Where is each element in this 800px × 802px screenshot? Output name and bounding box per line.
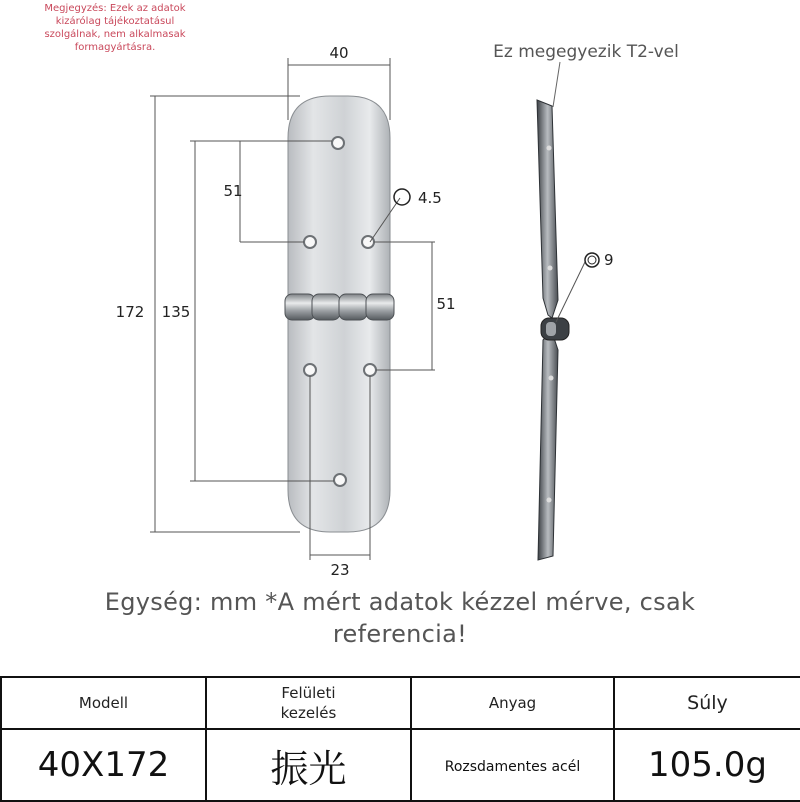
dim-hole-spacing-bottom: 23 xyxy=(330,561,350,579)
spec-value-row xyxy=(1,729,800,801)
header-surface: Felületi kezelés xyxy=(206,677,411,729)
header-weight: Súly xyxy=(614,677,800,729)
unit-note-line2: referencia! xyxy=(332,620,468,648)
value-material: Rozsdamentes acél xyxy=(411,729,614,801)
pin-diameter-symbol xyxy=(585,253,599,267)
spec-header-row xyxy=(1,677,800,729)
value-surface: 振光 xyxy=(206,729,411,801)
hole-upper-right xyxy=(362,236,374,248)
header-material: Anyag xyxy=(411,677,614,729)
hinge-knuckle xyxy=(285,294,394,320)
disclaimer-note: Megjegyzés: Ezek az adatok kizárólag tájékoztatásul szolgálnak, nem alkalmasak formagyártásra. xyxy=(44,3,186,53)
dim-hole-diameter: 4.5 xyxy=(418,189,442,207)
spec-table xyxy=(0,676,800,802)
value-weight: 105.0g xyxy=(614,729,800,801)
hole-top xyxy=(332,137,344,149)
dim-pin-diameter: 9 xyxy=(604,251,614,269)
dim-hole-spacing-top: 51 xyxy=(223,182,243,200)
header-model: Modell xyxy=(1,677,206,729)
hole-lower-right xyxy=(364,364,376,376)
side-view-note: Ez megegyezik T2-vel xyxy=(493,42,679,62)
hinge-side-view xyxy=(537,100,569,560)
hole-upper-left xyxy=(304,236,316,248)
value-model: 40X172 xyxy=(1,729,206,801)
dim-hole-spacing-right: 51 xyxy=(436,295,456,313)
unit-note-line1: Egység: mm *A mért adatok kézzel mérve, csak xyxy=(104,588,696,616)
dim-width-top: 40 xyxy=(329,44,349,62)
hole-lower-left xyxy=(304,364,316,376)
hole-bottom xyxy=(334,474,346,486)
hole-diameter-symbol xyxy=(394,189,410,205)
dim-hole-span: 135 xyxy=(161,303,191,321)
dim-total-length: 172 xyxy=(115,303,145,321)
